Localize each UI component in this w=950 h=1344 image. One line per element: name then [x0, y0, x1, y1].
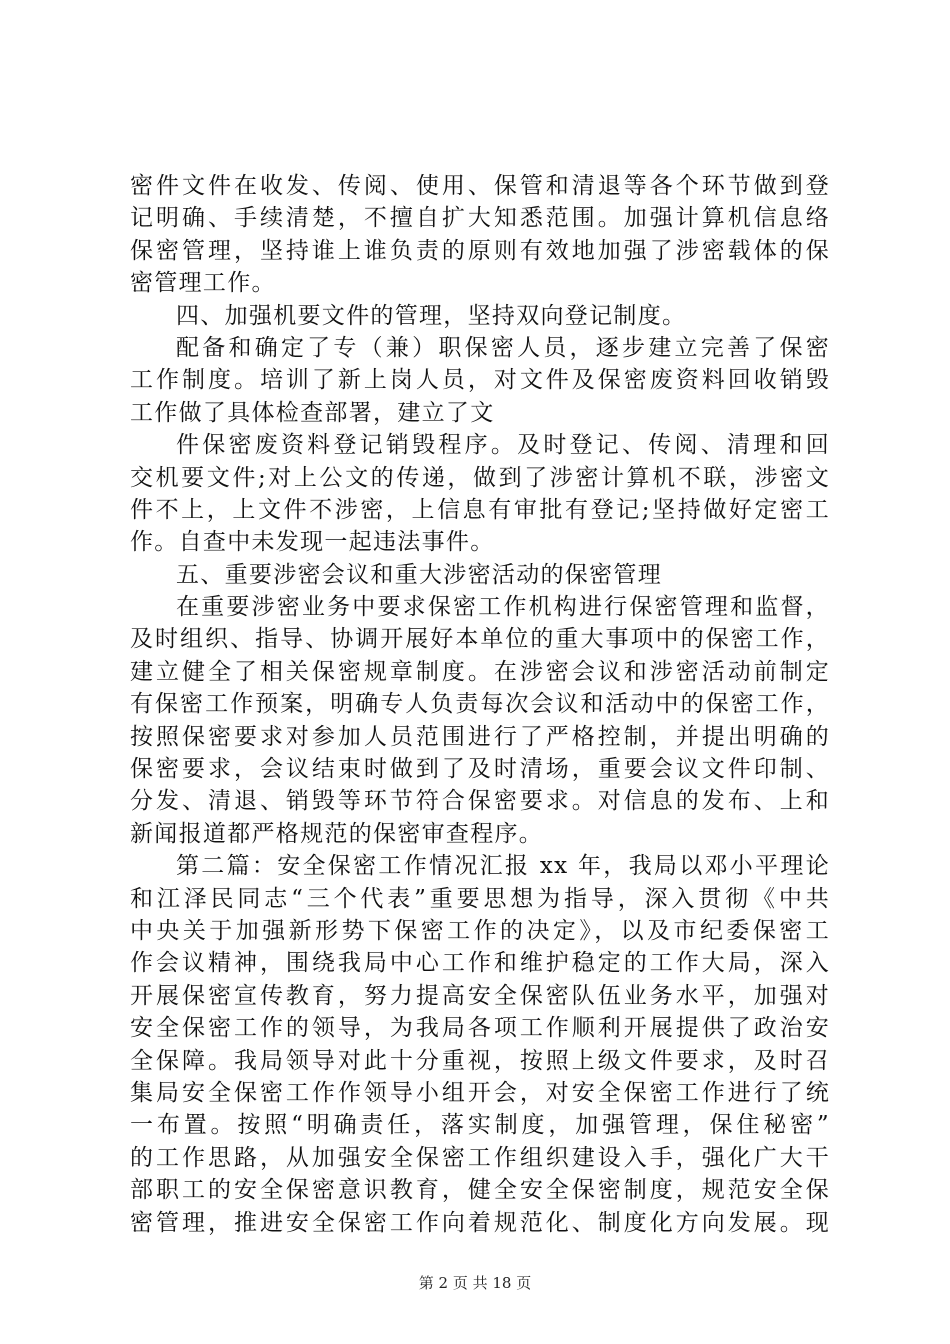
text-line: 全保障。我局领导对此十分重视，按照上级文件要求，及时召	[130, 1047, 830, 1074]
text-line: 安全保密工作的领导，为我局各项工作顺利开展提供了政治安	[130, 1015, 830, 1042]
document-body	[130, 170, 830, 1239]
text-line: 件保密废资料登记销毁程序。及时登记、传阅、清理和回	[176, 432, 830, 459]
text-line: 工作做了具体检查部署，建立了文	[130, 399, 495, 426]
text-line: 密件文件在收发、传阅、使用、保管和清退等各个环节做到登	[130, 173, 830, 199]
text-line: 及时组织、指导、协调开展好本单位的重大事项中的保密工作，	[130, 626, 830, 653]
section-heading-4: 四、加强机要文件的管理，坚持双向登记制度。	[176, 302, 687, 329]
text-line: 保密要求，会议结束时做到了及时清场，重要会议文件印制、	[130, 756, 830, 783]
text-line: 作会议精神，围绕我局中心工作和维护稳定的工作大局，深入	[130, 950, 830, 977]
text-line: 保密管理，坚持谁上谁负责的原则有效地加强了涉密载体的保	[130, 237, 830, 264]
text-line: 一布置。按照“明确责任，落实制度，加强管理，保住秘密”	[130, 1112, 830, 1139]
text-line: 中央关于加强新形势下保密工作的决定》，以及市纪委保密工	[130, 917, 830, 944]
text-line: 交机要文件;对上公文的传递，做到了涉密计算机不联，涉密文	[130, 464, 830, 491]
text-line: 密管理工作。	[130, 270, 276, 297]
text-line: 作。自查中未发现一起违法事件。	[130, 529, 495, 556]
text-line: 按照保密要求对参加人员范围进行了严格控制，并提出明确的	[130, 723, 830, 750]
text-line: 分发、清退、销毁等环节符合保密要求。对信息的发布、上和	[130, 788, 830, 815]
text-line: 记明确、手续清楚，不擅自扩大知悉范围。加强计算机信息络	[130, 205, 830, 232]
section-heading-part-2: 第二篇：安全保密工作情况汇报 xx 年，我局以邓小平理论	[176, 853, 830, 880]
text-line: 集局安全保密工作作领导小组开会，对安全保密工作进行了统	[130, 1079, 830, 1106]
text-line: 和江泽民同志“三个代表”重要思想为指导，深入贯彻《中共	[130, 885, 830, 912]
text-line: 建立健全了相关保密规章制度。在涉密会议和涉密活动前制定	[130, 658, 830, 685]
text-line: 配备和确定了专（兼）职保密人员，逐步建立完善了保密	[176, 334, 830, 361]
text-line: 密管理，推进安全保密工作向着规范化、制度化方向发展。现	[130, 1209, 830, 1236]
text-line: 的工作思路，从加强安全保密工作组织建设入手，强化广大干	[130, 1144, 830, 1171]
text-line: 在重要涉密业务中要求保密工作机构进行保密管理和监督，	[176, 594, 830, 621]
text-line: 开展保密宣传教育，努力提高安全保密队伍业务水平，加强对	[130, 982, 830, 1009]
page-number-footer: 第 2 页 共 18 页	[418, 1274, 532, 1292]
section-heading-5: 五、重要涉密会议和重大涉密活动的保密管理	[176, 561, 662, 588]
text-line: 件不上，上文件不涉密，上信息有审批有登记;坚持做好定密工	[130, 496, 830, 523]
text-line: 工作制度。培训了新上岗人员，对文件及保密废资料回收销毁	[130, 367, 830, 394]
text-line: 新闻报道都严格规范的保密审查程序。	[130, 820, 544, 847]
text-line: 部职工的安全保密意识教育，健全安全保密制度，规范安全保	[130, 1177, 830, 1204]
text-line: 有保密工作预案，明确专人负责每次会议和活动中的保密工作，	[130, 691, 830, 718]
